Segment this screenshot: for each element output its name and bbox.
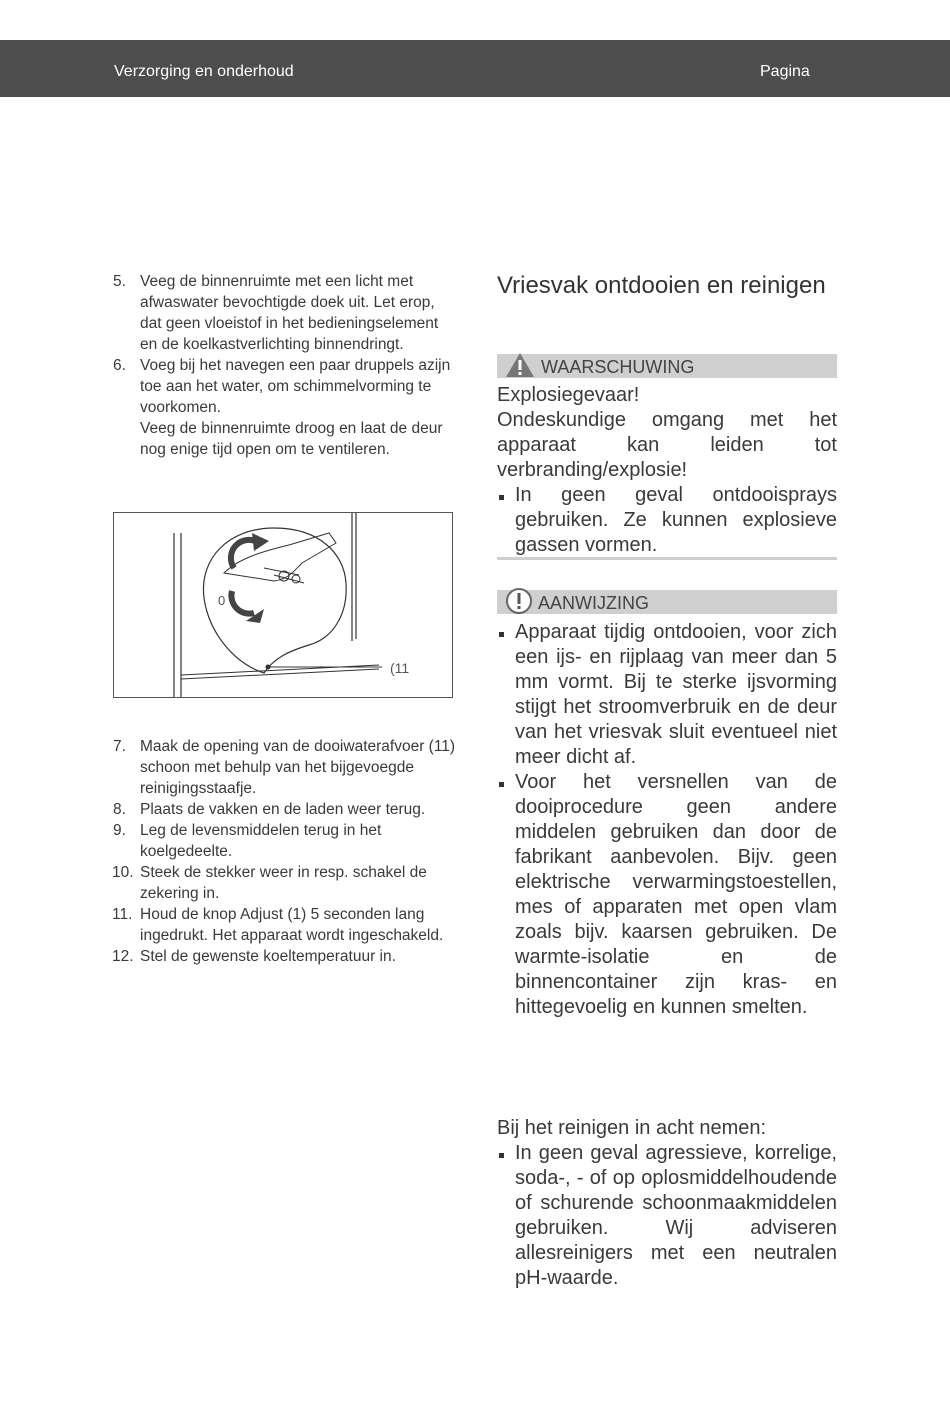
list-item: In geen geval agressieve, korrelige, soda-, - of op oplosmiddelhoudende of schurende schoonmaakmiddelen gebruiken. Wij adviseren allesreinigers met een neutralen pH-waarde.	[497, 1141, 837, 1291]
warning-heading: Explosiegevaar!	[497, 384, 640, 406]
list-item	[112, 736, 457, 799]
cleaning-content	[497, 1116, 837, 1291]
list-item	[112, 820, 457, 862]
step-text: Voeg bij het navegen een paar druppels azijn toe aan het water, om schimmelvorming te voorkomen.	[140, 357, 451, 416]
header-page-label: Pagina	[760, 63, 810, 80]
list-item: Apparaat tijdig ontdooien, voor zich een ijs- en rijplaag van meer dan 5 mm vormt. Bij te sterke ijsvorming stijgt het stroomverbruik en de deur van het vriesvak sluit eventueel niet meer dicht af.	[497, 620, 837, 770]
step-number: 10.	[112, 864, 134, 881]
step-number: 12.	[112, 948, 134, 965]
step-text: Veeg de binnenruimte droog en laat de deur nog enige tijd open om te ventileren.	[140, 420, 443, 458]
warning-body: Ondeskundige omgang met het apparaat kan leiden tot verbranding/explosie!	[497, 409, 837, 481]
list-item: Voor het versnellen van de dooiprocedure geen andere middelen gebruiken dan door de fabrikant aanbevolen. Bijv. geen elektrische verwarmingstoestellen, mes of apparaten met open vlam zoals bijv. kaarsen gebruiken. De warmte-isolatie en de binnencontainer zijn kras- en hittegevoelig en kunnen smelten.	[497, 770, 837, 1020]
figure-label-zero: 0	[218, 593, 226, 608]
section-title: Vriesvak ontdooien en reinigen	[497, 272, 826, 299]
list-item	[112, 355, 457, 460]
step-number: 9.	[113, 822, 126, 839]
warning-triangle-icon	[505, 352, 535, 378]
warning-content	[497, 383, 837, 558]
cleaning-heading: Bij het reinigen in acht nemen:	[497, 1117, 767, 1139]
note-label: AANWIJZING	[538, 593, 649, 613]
header-section-title: Verzorging en onderhoud	[114, 63, 294, 80]
step-text: Houd de knop Adjust (1) 5 seconden lang ingedrukt. Het apparaat wordt ingeschakeld.	[140, 906, 444, 944]
list-item	[112, 799, 457, 820]
step-text: Leg de levensmiddelen terug in het koelgedeelte.	[140, 822, 382, 860]
list-item	[112, 862, 457, 904]
figure-callout-label: (11	[390, 660, 410, 676]
step-number: 7.	[113, 738, 126, 755]
list-item	[112, 271, 457, 355]
step-number: 5.	[113, 273, 126, 290]
steps-list-a	[112, 271, 457, 460]
note-box-header	[497, 590, 837, 614]
steps-list-b	[112, 736, 457, 967]
defrost-drain-illustration	[113, 512, 453, 698]
step-text: Veeg de binnenruimte met een licht met afwaswater bevochtigde doek uit. Let erop, dat geen vloeistof in het bedieningselement en de koelkastverlichting binnendringt.	[140, 273, 439, 353]
list-item	[112, 904, 457, 946]
step-text: Maak de opening van de dooiwaterafvoer (11) schoon met behulp van het bijgevoegde reinigingsstaafje.	[140, 738, 456, 797]
drain-cleaning-drawing	[114, 513, 452, 697]
step-text: Plaats de vakken en de laden weer terug.	[140, 801, 426, 818]
list-item: In geen geval ontdooisprays gebruiken. Ze kunnen explosieve gassen vormen.	[497, 483, 837, 558]
warning-box-header	[497, 354, 837, 378]
page-header	[0, 40, 950, 97]
step-text: Stel de gewenste koeltemperatuur in.	[140, 948, 396, 965]
warning-label: WAARSCHUWING	[541, 357, 695, 377]
step-number: 8.	[113, 801, 126, 818]
step-number: 11.	[112, 906, 133, 923]
step-number: 6.	[113, 357, 126, 374]
warning-box-bottom-rule	[497, 557, 837, 560]
info-exclamation-icon	[505, 587, 533, 615]
note-content	[497, 620, 837, 1020]
step-text: Steek de stekker weer in resp. schakel de zekering in.	[140, 864, 427, 902]
list-item	[112, 946, 457, 967]
